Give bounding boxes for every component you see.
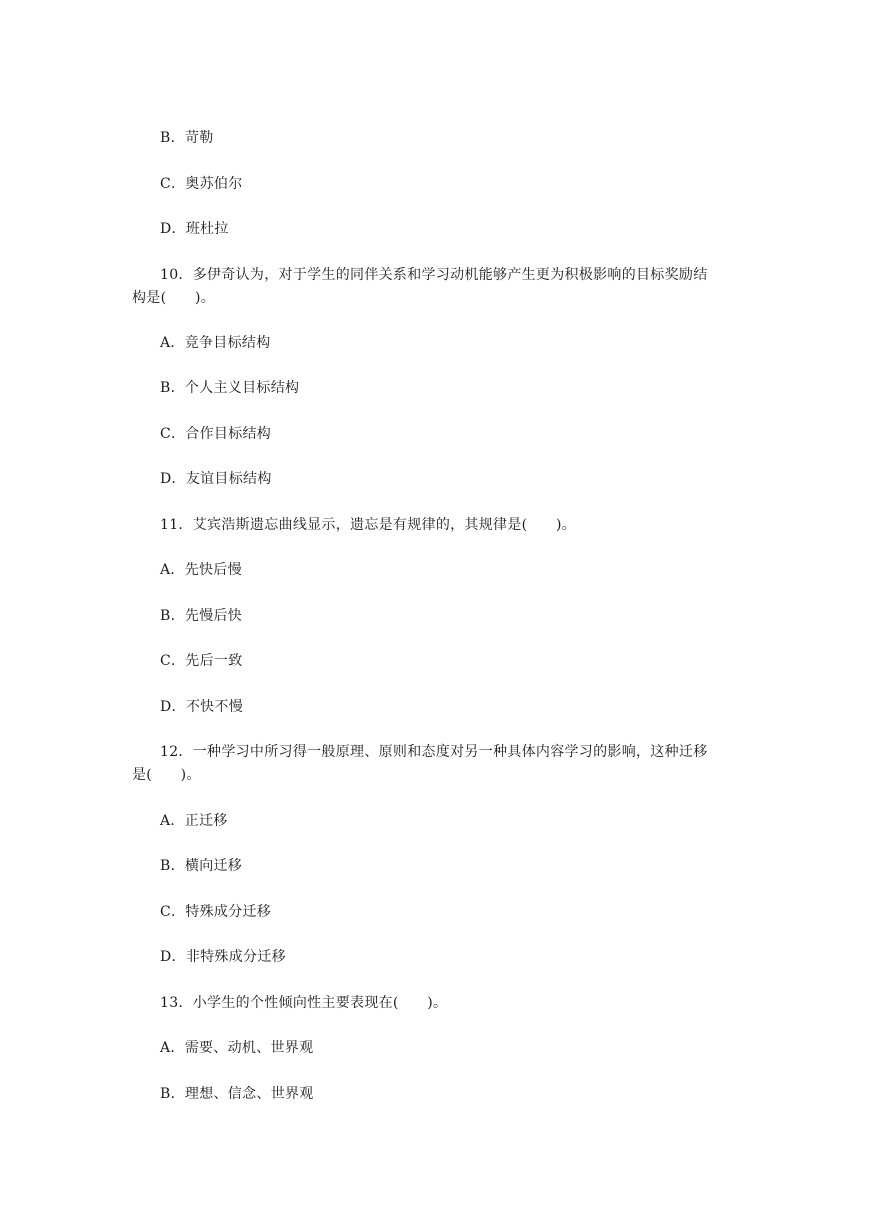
option-line: B．个人主义目标结构	[160, 380, 300, 396]
option-line: D．非特殊成分迁移	[160, 949, 286, 965]
option-line: A．竞争目标结构	[160, 335, 271, 351]
question-12-text: 12．一种学习中所习得一般原理、原则和态度对另一种具体内容学习的影响，这种迁移	[160, 744, 708, 760]
option-line: A．先快后慢	[160, 562, 242, 578]
option-line: D．友谊目标结构	[160, 471, 272, 487]
question-10-text: 10．多伊奇认为，对于学生的同伴关系和学习动机能够产生更为积极影响的目标奖励结	[160, 267, 708, 283]
option-line: A．需要、动机、世界观	[160, 1040, 314, 1056]
option-line: C．特殊成分迁移	[160, 904, 272, 920]
option-line: B．横向迁移	[160, 858, 243, 874]
option-line: C．先后一致	[160, 653, 243, 669]
option-line: B．苛勒	[160, 130, 214, 146]
question-11-text: 11．艾宾浩斯遗忘曲线显示，遗忘是有规律的，其规律是( )。	[160, 517, 577, 533]
option-line: C．合作目标结构	[160, 426, 272, 442]
question-12-text-continued: 是( )。	[132, 767, 201, 783]
option-line: B．先慢后快	[160, 608, 243, 624]
option-line: B．理想、信念、世界观	[160, 1086, 314, 1102]
option-line: D．班杜拉	[160, 221, 229, 237]
question-13-text: 13．小学生的个性倾向性主要表现在( )。	[160, 995, 448, 1011]
question-10-text-continued: 构是( )。	[132, 290, 216, 306]
option-line: A．正迁移	[160, 813, 228, 829]
option-line: D．不快不慢	[160, 699, 244, 715]
option-line: C．奥苏伯尔	[160, 176, 243, 192]
